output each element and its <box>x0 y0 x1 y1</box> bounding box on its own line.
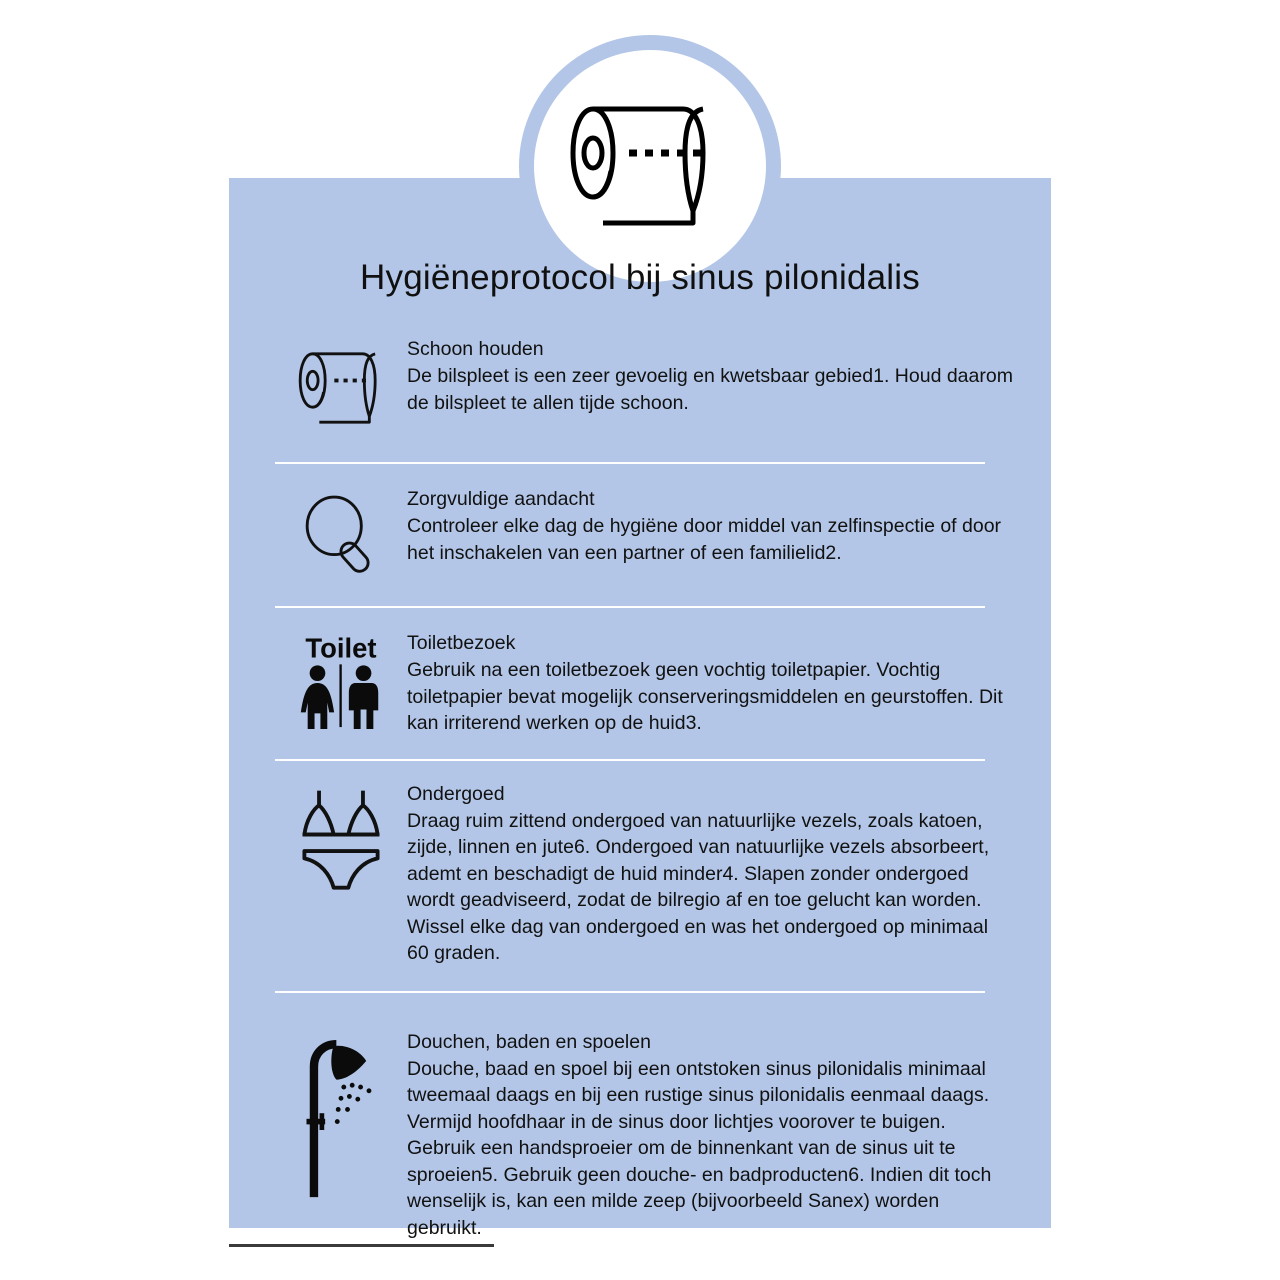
list-item-icon <box>275 781 407 895</box>
list-item-body: Draag ruim zittend ondergoed van natuurlijke vezels, zoals katoen, zijde, linnen en jute6. Ondergoed van natuurlijke vezels absorbeert, ademt en beschadigt de huid minder4. Slapen zonder ondergoed wordt geadviseerd, zodat de bilregio af en toe gelucht kan worden. Wissel elke dag van ondergoed en was het ondergoed op minimaal 60 graden. <box>407 809 990 964</box>
list-item-heading: Ondergoed <box>407 782 505 805</box>
toilet-paper-roll-icon <box>291 342 391 434</box>
shower-head-icon <box>299 1033 383 1199</box>
page-title: Hygiëneprotocol bij sinus pilonidalis <box>360 258 920 297</box>
list-item-text <box>407 781 1051 967</box>
list-item-text <box>407 336 1051 416</box>
list-item <box>229 608 1051 759</box>
list-item-heading: Douchen, baden en spoelen <box>407 1030 651 1053</box>
list-item-text <box>407 486 1051 566</box>
list-item-icon <box>275 336 407 434</box>
list-item-heading: Zorgvuldige aandacht <box>407 488 595 510</box>
svg-text:Toilet: Toilet <box>305 632 377 664</box>
footer-rule <box>229 1244 494 1247</box>
underwear-bikini-icon <box>295 787 387 895</box>
list-item-body: Controleer elke dag de hygiëne door middel van zelfinspectie of door het inschakelen van een partner of een familielid2. <box>407 515 1002 564</box>
list-item-icon <box>275 1029 407 1199</box>
protocol-list <box>229 336 1051 1241</box>
header-icon-circle <box>534 50 766 282</box>
list-item-heading: Schoon houden <box>407 338 544 360</box>
magnifying-glass-icon <box>298 492 384 580</box>
list-item-body: Gebruik na een toiletbezoek geen vochtig toiletpapier. Vochtig toiletpapier bevat mogelijk conserveringsmiddelen en geurstoffen. Dit kan irriterend werken op de huid3. <box>407 659 1003 734</box>
list-item-icon <box>275 630 407 732</box>
list-item <box>229 993 1051 1242</box>
list-item <box>229 464 1051 606</box>
toilet-sign-icon <box>292 632 390 732</box>
list-item-text <box>407 1029 1051 1242</box>
list-item-heading: Toiletbezoek <box>407 632 516 654</box>
list-item <box>229 761 1051 991</box>
toilet-paper-roll-icon <box>555 91 745 241</box>
list-item-text <box>407 630 1051 737</box>
list-item-body: Douche, baad en spoel bij een ontstoken sinus pilonidalis minimaal tweemaal daags en bij een rustige sinus pilonidalis eenmaal daags. Vermijd hoofdhaar in de sinus door lichtjes voorover te buigen. Gebruik een handsproeier om de binnenkant van de sinus uit te sproeien5. Gebruik geen douche- en badproducten6. Indien dit toch wenselijk is, kan een milde zeep (bijvoorbeeld Sanex) worden gebruikt. <box>407 1057 992 1239</box>
list-item-icon <box>275 486 407 580</box>
list-item-body: De bilspleet is een zeer gevoelig en kwetsbaar gebied1. Houd daarom de bilspleet te allen tijde schoon. <box>407 365 1013 414</box>
list-item <box>229 336 1051 462</box>
